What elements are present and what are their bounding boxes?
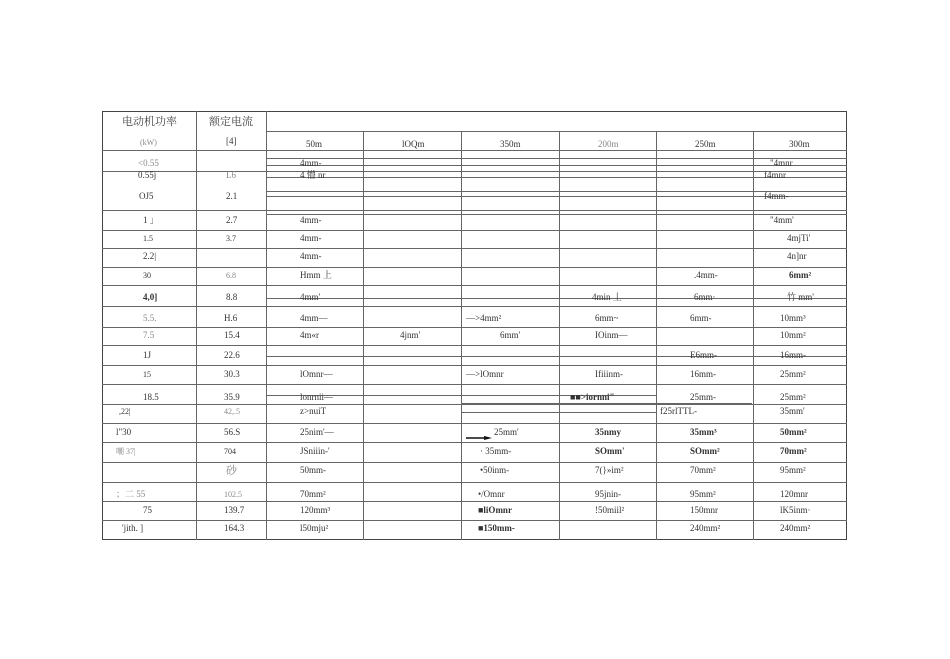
grid-line	[266, 298, 847, 299]
grid-line	[102, 345, 847, 346]
current-cell: 22.6	[224, 350, 240, 360]
wire-size-cell: 120mm³	[300, 505, 331, 515]
power-cell: 75	[143, 505, 152, 515]
grid-line	[102, 482, 847, 483]
header-distance-50: 50m	[306, 139, 323, 149]
wire-size-cell: ■liOmnr	[478, 505, 512, 515]
wire-size-cell: Ifiiinm-	[595, 369, 623, 379]
grid-line	[102, 423, 847, 424]
current-cell: 3.7	[226, 234, 236, 243]
grid-line	[461, 403, 752, 404]
power-cell: 7.5	[143, 330, 155, 340]
wire-size-cell: 4 懵 nr	[300, 170, 326, 180]
header-distance-200: 200m	[598, 139, 619, 149]
grid-line	[266, 356, 847, 357]
power-cell: 4,0]	[143, 292, 158, 302]
wire-size-cell: 4mm-	[300, 251, 322, 261]
wire-size-cell: 7(}»im²	[595, 465, 624, 475]
wire-size-cell: 70mm²	[780, 446, 807, 456]
wire-size-cell: 70mm²	[300, 489, 326, 499]
wire-size-cell: 4mm-	[300, 233, 322, 243]
wire-size-cell: 25mm'	[494, 427, 519, 437]
grid-line	[266, 131, 847, 132]
wire-size-cell: 6mm·	[694, 292, 716, 302]
grid-line	[102, 462, 847, 463]
wire-size-cell: 25mm²	[780, 392, 806, 402]
grid-line	[102, 285, 847, 286]
current-cell: 8.8	[226, 292, 238, 302]
current-cell: 42,.5	[224, 407, 240, 416]
grid-line	[102, 267, 847, 268]
wire-size-cell: ■150mm-	[478, 523, 515, 533]
grid-line	[102, 442, 847, 443]
power-cell: 30	[143, 271, 151, 280]
power-cell: 1.5	[143, 234, 153, 243]
wire-size-cell: lonrnii—	[300, 392, 333, 402]
wire-size-cell: 4min 丄	[592, 292, 622, 302]
wire-size-cell: f4mnr	[764, 170, 786, 180]
wire-size-cell: Hmm 上	[300, 270, 332, 280]
grid-line	[102, 230, 847, 231]
wire-size-cell: lOmnr—	[300, 369, 333, 379]
wire-size-cell: f4mm-	[764, 191, 789, 201]
wire-size-cell: "4mnr	[770, 158, 793, 168]
grid-line	[363, 131, 364, 540]
header-current: 额定电流	[209, 115, 253, 128]
current-cell: L6	[226, 170, 236, 180]
power-cell: 1 」	[143, 215, 159, 225]
wire-size-cell: 35nmy	[595, 427, 622, 437]
wire-size-cell: 16mm-	[780, 350, 806, 360]
grid-line	[266, 214, 847, 215]
power-cell: 0.55j	[138, 170, 157, 180]
grid-line	[102, 210, 847, 211]
wire-size-cell: 6mm-	[690, 313, 712, 323]
wire-size-cell: 4mm'	[300, 292, 321, 302]
wire-size-cell: "4mm'	[770, 215, 794, 225]
grid-line	[102, 306, 847, 307]
wire-size-cell: E6mm-	[690, 350, 717, 360]
wire-size-cell: 4mjTi'	[787, 233, 811, 243]
power-cell: OJ5	[139, 191, 154, 201]
current-cell: 2.1	[226, 191, 238, 201]
wire-size-cell: .4mm-	[694, 270, 718, 280]
wire-size-cell: z>nuiT	[300, 406, 327, 416]
wire-size-cell: l50mju²	[300, 523, 329, 533]
header-distance-250: 250m	[695, 139, 716, 149]
wire-size-cell: 竹 mm'	[787, 292, 814, 302]
wire-size-cell: 95mm²	[780, 465, 806, 475]
wire-size-cell: IOinm—	[595, 330, 628, 340]
current-cell: H.6	[224, 313, 238, 323]
grid-line	[102, 365, 847, 366]
wire-size-cell: lK5inm·	[780, 505, 811, 515]
wire-size-cell: ■■>iornni"	[570, 392, 615, 402]
header-distance-300: 300m	[789, 139, 810, 149]
wire-size-cell: · 35mm-	[480, 446, 512, 456]
current-cell: 15.4	[224, 330, 240, 340]
power-cell: 2.2|	[143, 251, 157, 261]
wire-size-cell: 35mm³	[690, 427, 717, 437]
header-distance-350: 350m	[500, 139, 521, 149]
power-cell: l"30	[116, 427, 132, 437]
wire-size-cell: SOmm'	[595, 446, 625, 456]
arrow-icon	[466, 436, 492, 440]
wire-size-cell: 35mm'	[780, 406, 805, 416]
wire-size-cell: 4mm-	[300, 158, 322, 168]
grid-line	[102, 501, 847, 502]
wire-size-cell: •50inm-	[480, 465, 510, 475]
wire-size-cell: 4jnm'	[400, 330, 421, 340]
grid-line	[559, 131, 560, 540]
grid-line	[102, 171, 847, 172]
power-cell: ；二 55	[116, 489, 146, 499]
wire-size-cell: 6mm²	[789, 270, 812, 280]
wire-size-cell: 240mm²	[690, 523, 721, 533]
power-cell: ,22|	[119, 407, 131, 416]
wire-size-cell: —>4mm²	[466, 313, 502, 323]
wire-size-cell: 6mm'	[500, 330, 521, 340]
wire-size-cell: 25mm-	[690, 392, 716, 402]
power-cell: 15	[143, 370, 151, 379]
grid-line	[102, 248, 847, 249]
header-current-unit: [4]	[226, 136, 237, 146]
wire-size-cell: f25rlTTL-	[660, 406, 697, 416]
grid-line	[102, 150, 847, 151]
wire-size-cell: 10mm²	[780, 330, 806, 340]
current-cell: 2.7	[226, 215, 238, 225]
wire-size-cell: 120mnr	[780, 489, 808, 499]
grid-line	[102, 520, 847, 521]
grid-line	[656, 131, 657, 540]
wire-size-cell: 50mm²	[780, 427, 807, 437]
current-cell: 164.3	[224, 523, 245, 533]
grid-line	[266, 191, 847, 192]
wire-size-cell: —>lOmnr	[466, 369, 504, 379]
grid-line	[102, 384, 847, 385]
grid-line	[266, 158, 847, 159]
grid-line	[102, 404, 847, 405]
grid-line	[196, 111, 197, 540]
wire-size-cell: •/Omnr	[478, 489, 505, 499]
wire-size-cell: 6mm~	[595, 313, 619, 323]
power-cell: 5.5.	[143, 313, 157, 323]
power-cell: 18.5	[143, 392, 159, 402]
current-cell: 704	[224, 447, 236, 456]
wire-size-cell: 4m«r	[300, 330, 319, 340]
current-cell: 56.S	[224, 427, 241, 437]
power-cell: 'jith. ]	[122, 523, 144, 533]
wire-size-cell: JSniiin-'	[300, 446, 330, 456]
power-cell: 1J	[143, 350, 152, 360]
wire-size-cell: 50mm-	[300, 465, 326, 475]
wire-size-cell: 95mm²	[690, 489, 716, 499]
wire-size-cell: 10mm³	[780, 313, 806, 323]
wire-size-cell: 4n]nr	[787, 251, 807, 261]
current-cell: 30.3	[224, 369, 240, 379]
current-cell: 139.7	[224, 505, 245, 515]
header-power: 电动机功率	[122, 115, 177, 128]
header-distance-100: lOQm	[402, 139, 425, 149]
grid-line	[266, 177, 847, 178]
wire-size-cell: 70mm²	[690, 465, 716, 475]
wire-size-cell: !50miil²	[595, 505, 625, 515]
current-cell: 砂	[226, 464, 237, 477]
current-cell: 6.8	[226, 271, 236, 280]
wire-size-cell: 4mm-	[300, 215, 322, 225]
wire-size-cell: 16mm-	[690, 369, 716, 379]
grid-line	[266, 111, 267, 540]
wire-size-cell: 95jnin-	[595, 489, 621, 499]
cable-table	[102, 111, 847, 540]
power-cell: <0.55	[138, 158, 159, 168]
grid-line	[102, 327, 847, 328]
wire-size-cell: SOmm²	[690, 446, 720, 456]
grid-line	[461, 131, 462, 540]
current-cell: 102.5	[224, 490, 242, 499]
wire-size-cell: 25nim'—	[300, 427, 334, 437]
wire-size-cell: 240mm²	[780, 523, 811, 533]
header-power-unit: (kW)	[140, 138, 157, 147]
grid-line	[753, 131, 754, 540]
wire-size-cell: 150mnr	[690, 505, 718, 515]
power-cell: 嘲 37|	[116, 447, 136, 456]
current-cell: 35.9	[224, 392, 240, 402]
grid-line	[266, 196, 847, 197]
wire-size-cell: 4mm—	[300, 313, 328, 323]
wire-size-cell: 25mm²	[780, 369, 806, 379]
grid-line	[266, 165, 847, 166]
